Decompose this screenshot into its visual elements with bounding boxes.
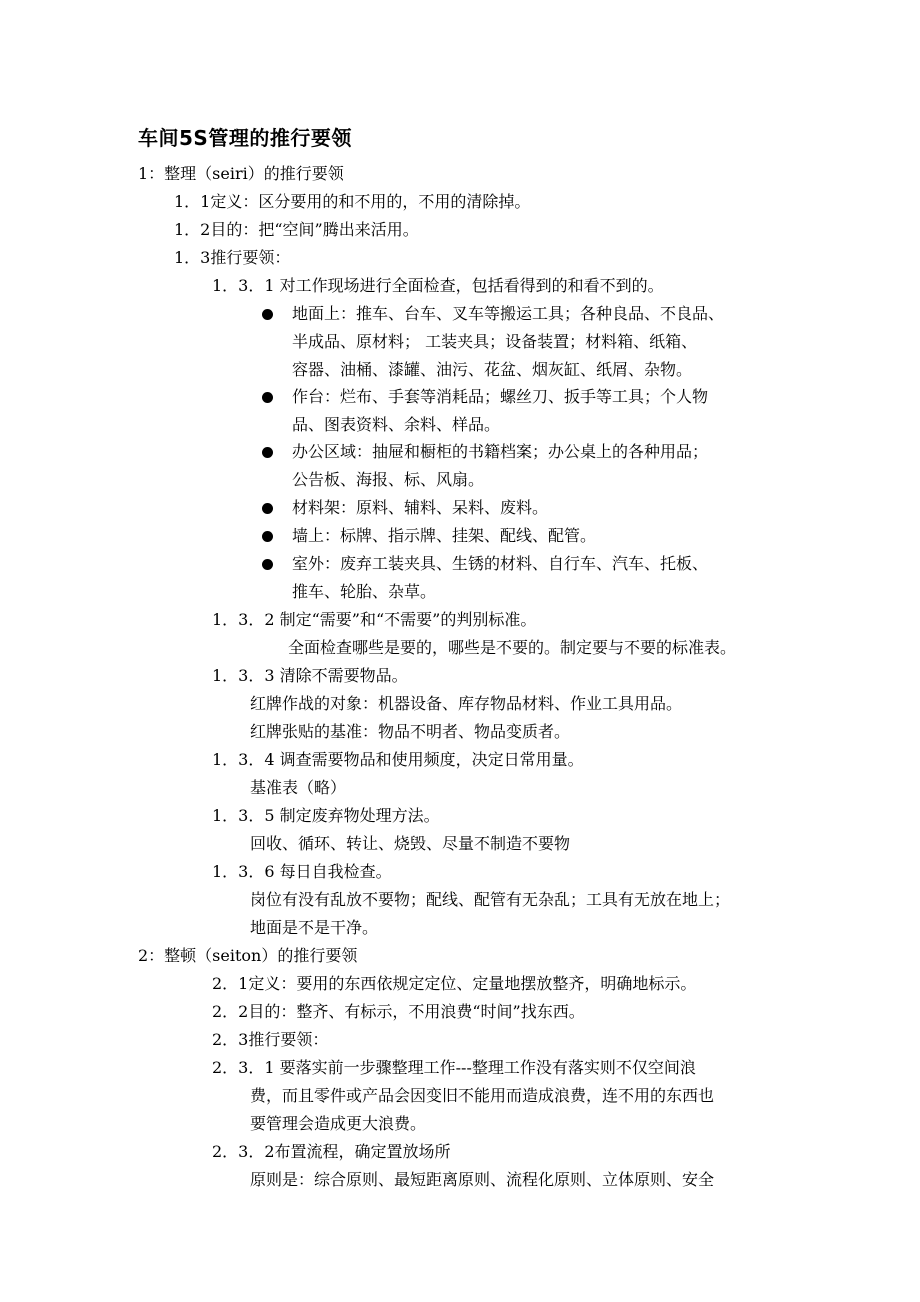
bullet-item: 材料架：原料、辅料、呆料、废料。 — [292, 498, 549, 517]
text-line: 2．3．2布置流程，确定置放场所 — [212, 1142, 451, 1161]
text-line: 2．3推行要领： — [212, 1030, 329, 1049]
bullet-icon — [262, 447, 273, 458]
bullet-icon — [262, 531, 273, 542]
bullet-icon — [262, 309, 273, 320]
text-line: 红牌张贴的基准：物品不明者、物品变质者。 — [250, 722, 571, 741]
text-line: 1．2目的：把“空间”腾出来活用。 — [174, 220, 419, 239]
text-line: 半成品、原材料； 工装夹具；设备装置；材料箱、纸箱、 — [292, 332, 698, 351]
text-line: 推车、轮胎、杂草。 — [292, 582, 437, 601]
text-line: 1．3．1 对工作现场进行全面检查，包括看得到的和看不到的。 — [212, 276, 664, 295]
bullet-item: 地面上：推车、台车、叉车等搬运工具；各种良品、不良品、 — [292, 304, 725, 323]
text-line: 地面是不是干净。 — [250, 918, 379, 937]
text-line: 2．1定义：要用的东西依规定定位、定量地摆放整齐，明确地标示。 — [212, 974, 697, 993]
text-line: 回收、循环、转让、烧毁、尽量不制造不要物 — [250, 834, 571, 853]
text-line: 1．3．3 清除不需要物品。 — [212, 666, 408, 685]
document-title: 车间5S管理的推行要领 — [138, 126, 352, 150]
bullet-item: 办公区域：抽屉和橱柜的书籍档案；办公桌上的各种用品； — [292, 442, 709, 461]
text-line: 全面检查哪些是要的，哪些是不要的。制定要与不要的标准表。 — [288, 638, 737, 657]
text-line: 1．3．4 调查需要物品和使用频度，决定日常用量。 — [212, 750, 584, 769]
text-line: 岗位有没有乱放不要物；配线、配管有无杂乱；工具有无放在地上； — [250, 890, 731, 909]
text-line: 费，而且零件或产品会因变旧不能用而造成浪费，连不用的东西也 — [250, 1086, 715, 1105]
text-line: 1．3．5 制定废弃物处理方法。 — [212, 806, 440, 825]
text-line: 2．3．1 要落实前一步骤整理工作---整理工作没有落实则不仅空间浪 — [212, 1058, 696, 1077]
text-line: 品、图表资料、余料、样品。 — [292, 415, 501, 434]
bullet-icon — [262, 559, 273, 570]
text-line: 2．2目的：整齐、有标示，不用浪费“时间”找东西。 — [212, 1002, 585, 1021]
text-line: 公告板、海报、标、风扇。 — [292, 470, 485, 489]
bullet-item: 室外：废弃工装夹具、生锈的材料、自行车、汽车、托板、 — [292, 554, 709, 573]
section-2-heading: 2：整顿（seiton）的推行要领 — [138, 946, 358, 965]
text-line: 1．3推行要领： — [174, 248, 291, 267]
bullet-item: 作台：烂布、手套等消耗品；螺丝刀、扳手等工具；个人物 — [292, 387, 709, 406]
text-line: 原则是：综合原则、最短距离原则、流程化原则、立体原则、安全 — [250, 1170, 715, 1189]
text-line: 基准表（略） — [250, 778, 347, 797]
text-line: 1．1定义：区分要用的和不用的，不用的清除掉。 — [174, 192, 531, 211]
text-line: 1．3．6 每日自我检查。 — [212, 862, 392, 881]
section-1-heading: 1：整理（seiri）的推行要领 — [138, 164, 344, 183]
text-line: 要管理会造成更大浪费。 — [250, 1114, 427, 1133]
bullet-item: 墙上：标牌、指示牌、挂架、配线、配管。 — [292, 526, 597, 545]
text-line: 1．3．2 制定“需要”和“不需要”的判别标准。 — [212, 610, 537, 629]
text-line: 红牌作战的对象：机器设备、库存物品材料、作业工具用品。 — [250, 694, 683, 713]
bullet-icon — [262, 392, 273, 403]
text-line: 容器、油桶、漆罐、油污、花盆、烟灰缸、纸屑、杂物。 — [292, 360, 693, 379]
bullet-icon — [262, 503, 273, 514]
